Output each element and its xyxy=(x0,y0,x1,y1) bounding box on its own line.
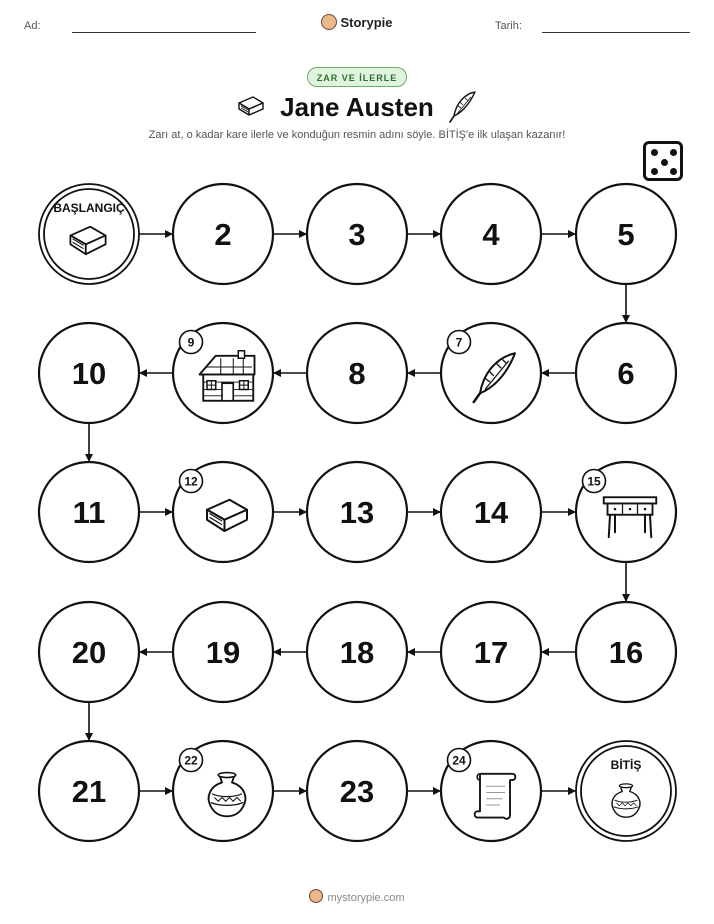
board-cell-16 xyxy=(576,602,676,702)
number-badge-label: 7 xyxy=(455,335,463,350)
finish-cell xyxy=(576,741,676,841)
cell-number: 17 xyxy=(473,635,509,670)
board-cell-19 xyxy=(173,602,273,702)
cell-number: 21 xyxy=(71,774,107,809)
cell-number: 6 xyxy=(617,356,635,391)
cell-number: 4 xyxy=(482,217,500,252)
board-cell-23 xyxy=(307,741,407,841)
brand-name: Storypie xyxy=(340,15,393,30)
board-cell-10 xyxy=(39,323,139,423)
board-cell-13 xyxy=(307,462,407,562)
board-cell-11 xyxy=(39,462,139,562)
board-cell-20 xyxy=(39,602,139,702)
cell-number: 11 xyxy=(72,495,106,530)
board-cell-24 xyxy=(441,741,541,841)
date-label: Tarih: xyxy=(495,20,522,32)
board-cell-4 xyxy=(441,184,541,284)
board-cell-5 xyxy=(576,184,676,284)
cell-number: 3 xyxy=(348,217,366,252)
cell-number: 20 xyxy=(71,635,107,670)
number-badge-label: 24 xyxy=(452,753,466,768)
number-badge-label: 15 xyxy=(587,474,601,489)
footer xyxy=(0,889,714,904)
name-label: Ad: xyxy=(24,20,41,32)
board-cell-7 xyxy=(441,323,541,423)
instructions-text: Zarı at, o kadar kare ilerle ve konduğun resmin adını söyle. BİTİŞ'e ilk ulaşan kazanır! xyxy=(148,129,566,141)
number-badge-label: 22 xyxy=(184,753,198,768)
cell-number: 8 xyxy=(348,356,366,391)
footer-url[interactable]: mystorypie.com xyxy=(327,892,405,904)
cell-number: 19 xyxy=(205,635,241,670)
cell-number: 13 xyxy=(339,495,375,530)
cell-number: 2 xyxy=(214,217,232,252)
board-cell-14 xyxy=(441,462,541,562)
game-type-badge: ZAR VE İLERLE xyxy=(307,67,407,87)
board-cell-8 xyxy=(307,323,407,423)
number-badge-label: 12 xyxy=(184,474,198,489)
board-cell-9 xyxy=(173,323,273,423)
start-cell xyxy=(39,184,139,284)
mascot-icon xyxy=(309,889,323,903)
board-cell-21 xyxy=(39,741,139,841)
cell-number: 5 xyxy=(617,217,635,252)
board-cell-6 xyxy=(576,323,676,423)
cell-number: 14 xyxy=(473,495,509,530)
board-cell-18 xyxy=(307,602,407,702)
finish-label: BİTİŞ xyxy=(610,758,642,772)
board-cell-2 xyxy=(173,184,273,284)
board-cell-22 xyxy=(173,741,273,841)
page-title: Jane Austen xyxy=(280,92,434,122)
cell-number: 18 xyxy=(339,635,375,670)
scroll-icon xyxy=(475,774,516,819)
board-cell-3 xyxy=(307,184,407,284)
cell-number: 10 xyxy=(71,356,107,391)
board-cell-12 xyxy=(173,462,273,562)
cell-number: 23 xyxy=(339,774,375,809)
cell-number: 16 xyxy=(608,635,644,670)
start-label: BAŞLANGIÇ xyxy=(53,201,125,215)
number-badge-label: 9 xyxy=(187,335,195,350)
board-cell-17 xyxy=(441,602,541,702)
board-cell-15 xyxy=(576,462,676,562)
